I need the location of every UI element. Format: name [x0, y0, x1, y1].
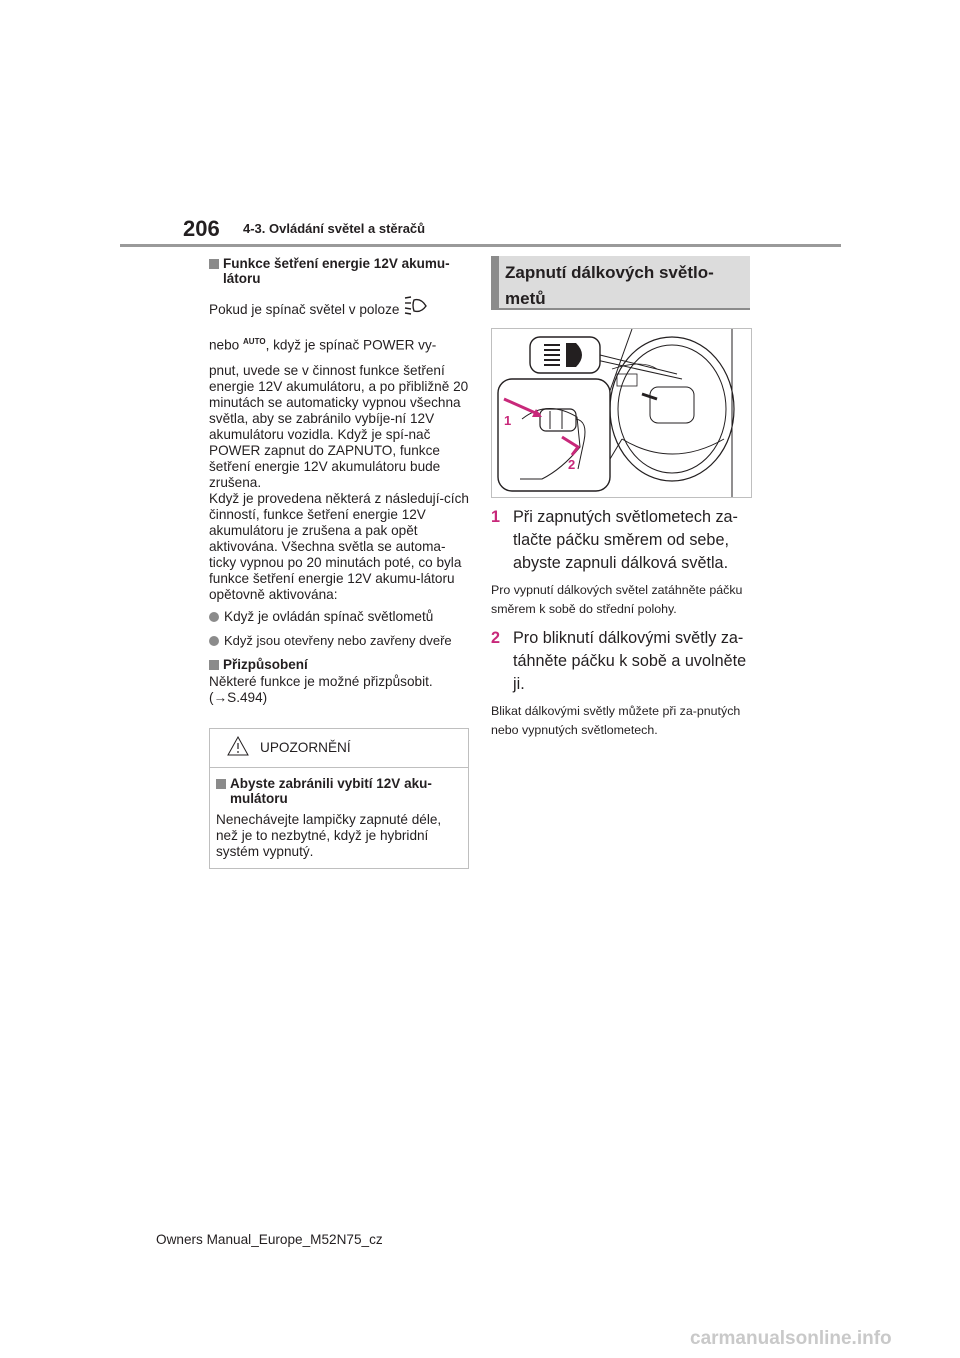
section-title: 4-3. Ovládání světel a stěračů: [243, 221, 426, 236]
left-column: [209, 256, 469, 869]
warning-box: [209, 728, 469, 869]
high-beam-illustration: [491, 328, 752, 498]
paragraph-cancel-conditions: Když je provedena některá z následují-cích činností, funkce šetření energie 12V akumulátoru je zrušena a pak opět aktivována. Všechna světla se automa-ticky vypnou po 20 minutách poté, co byla funkce šetření energie 12V akumu-látoru opětovně aktivována:: [209, 490, 469, 602]
list-item-text: Když jsou otevřeny nebo zavřeny dveře: [224, 632, 452, 648]
paragraph-battery-saver-cont: [209, 327, 469, 361]
paragraph-battery-saver: [209, 294, 469, 327]
warning-title: UPOZORNĚNÍ: [260, 739, 351, 755]
step-number: 1: [491, 508, 501, 526]
header-divider: [120, 244, 841, 247]
step-note: Blikat dálkovými světly můžete při za-pnutých nebo vypnutých světlometech.: [491, 704, 741, 737]
heading-battery-saver-text: Funkce šetření energie 12V akumu-látoru: [223, 256, 450, 286]
paragraph-text: Pokud je spínač světel v poloze: [209, 302, 400, 318]
paragraph-text: nebo: [209, 337, 240, 353]
figure-label-2: 2: [568, 457, 576, 472]
list-item: [209, 609, 469, 625]
warning-heading-text: Abyste zabránili vybití 12V aku-mulátoru: [230, 775, 432, 806]
step-text: Pro bliknutí dálkovými světly za-táhněte páčku k sobě a uvolněte ji.: [513, 629, 747, 693]
list-item-text: Když je ovládán spínač světlometů: [224, 608, 434, 624]
step-note: Pro vypnutí dálkových světel zatáhněte páčku směrem k sobě do střední polohy.: [491, 583, 743, 616]
warning-triangle-icon: [226, 735, 250, 757]
heading-battery-saver: [209, 256, 469, 286]
paragraph-text: , když je spínač POWER vy-: [265, 337, 437, 353]
heading-customization-text: Přizpůsobení: [223, 656, 308, 672]
gray-square-marker: [209, 259, 219, 269]
paragraph-battery-saver-body: pnut, uvede se v činnost funkce šetření energie 12V akumulátoru, a po přibližně 20 minutách se automaticky vypnou všechna světla, aby se zabránilo vybíje-ní 12V akumulátoru vozidla. Když je spí-nač POWER zapnut do ZAPNUTO, funkce šetření energie 12V akumulátoru bude zrušena.: [209, 362, 469, 490]
step-text: Při zapnutých světlometech za-tlačte páčku směrem od sebe, abyste zapnuli dálková světla.: [513, 508, 738, 572]
warning-heading: [216, 776, 462, 806]
paragraph-text: Některé funkce je možné přizpůsobit.: [209, 673, 433, 689]
warning-body: [210, 768, 468, 868]
heading-customization: [209, 657, 469, 672]
step-number: 2: [491, 629, 501, 647]
bullet-dot: [209, 636, 219, 646]
section-heading-text: Zapnutí dálkových světlo-metů: [505, 263, 714, 308]
warning-text: Nenechávejte lampičky zapnuté déle, než je to nezbytné, když je hybridní systém vypnutý.: [216, 811, 442, 859]
tail-light-symbol-icon: [403, 294, 429, 327]
steering-column-drawing: [492, 329, 751, 497]
step-item: [491, 506, 750, 575]
warning-header: [210, 729, 468, 768]
heading-accent-bar: [491, 256, 499, 310]
figure-label-1: 1: [504, 413, 512, 428]
auto-symbol-icon: AUTO: [243, 337, 266, 346]
gray-square-marker: [216, 779, 226, 789]
list-item: [209, 633, 469, 649]
bullet-dot: [209, 612, 219, 622]
page-reference-link[interactable]: (→S.494): [209, 689, 268, 705]
page-number: 206: [183, 216, 220, 241]
right-column: [491, 256, 750, 740]
step-item: [491, 627, 750, 696]
paragraph-customization: [209, 674, 469, 706]
watermark: carmanualsonline.info: [690, 1328, 892, 1349]
footer-text: Owners Manual_Europe_M52N75_cz: [156, 1232, 383, 1247]
section-heading-high-beam: [491, 256, 750, 310]
gray-square-marker: [209, 660, 219, 670]
